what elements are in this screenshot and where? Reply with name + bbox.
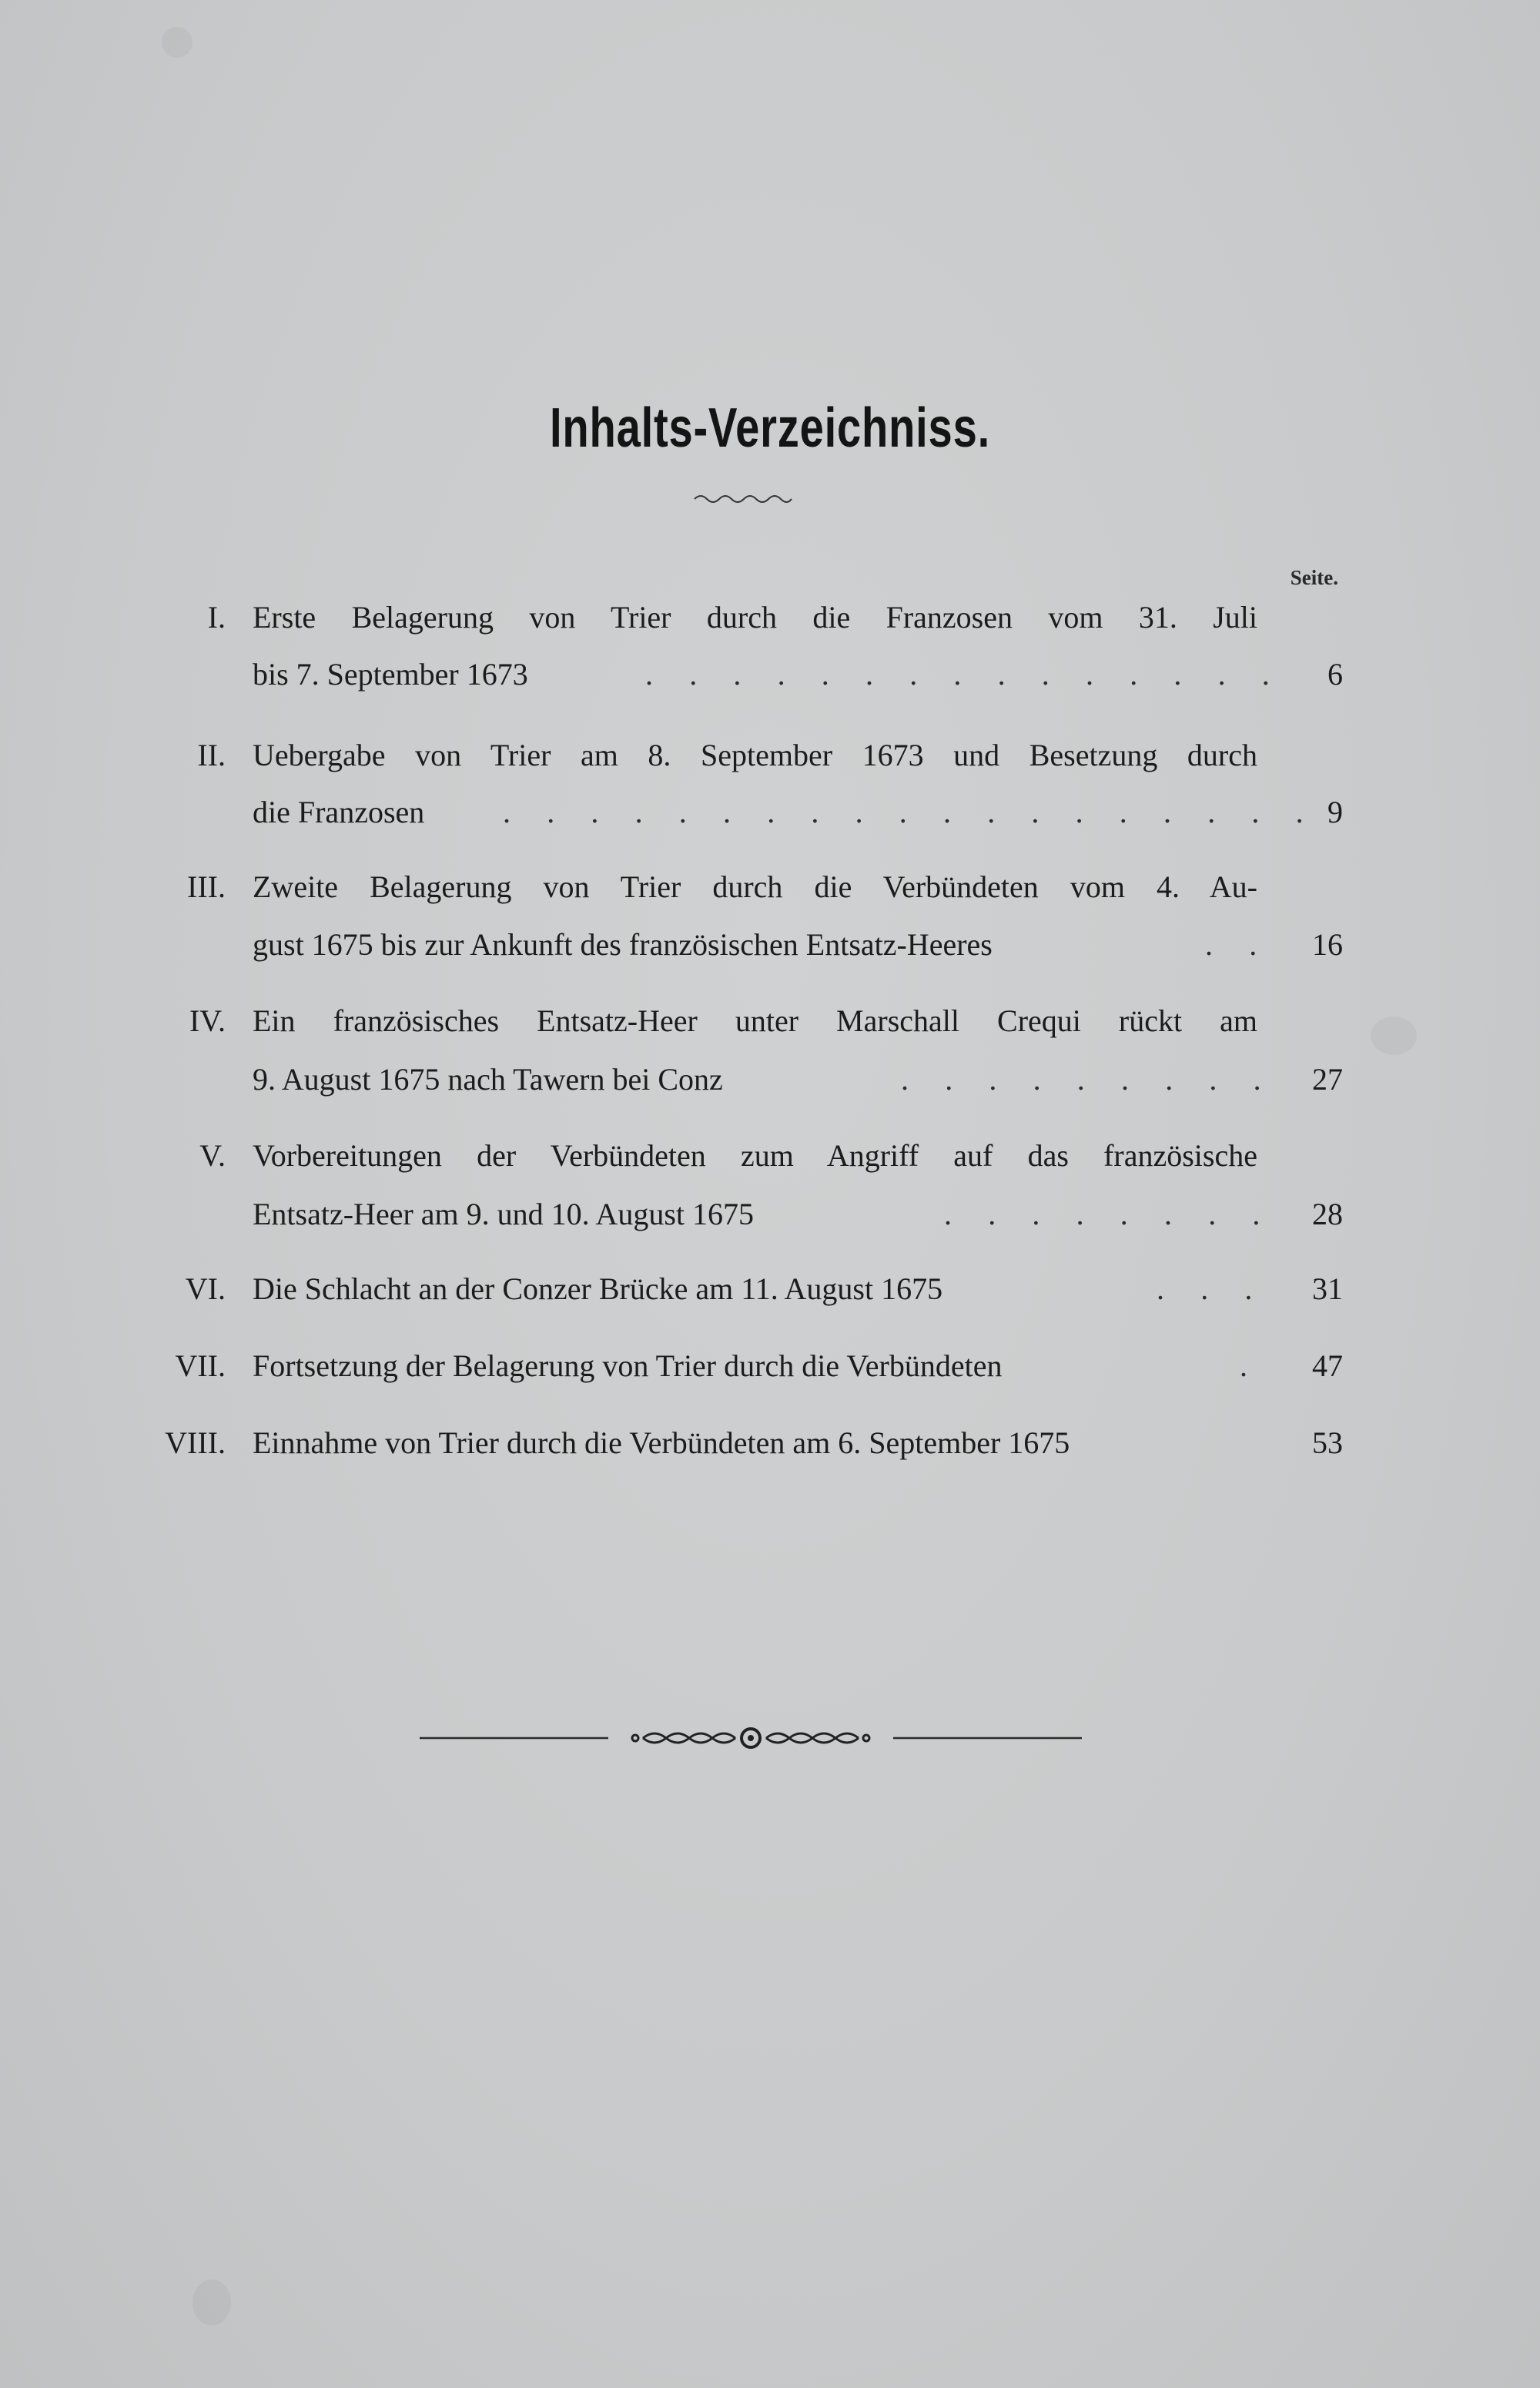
dot-leader: . — [1240, 1348, 1262, 1383]
chapter-title-line: Erste Belagerung von Trier durch die Franzosen vom 31. Juli — [253, 600, 1257, 635]
dot-leader: . . — [1205, 927, 1271, 962]
chapter-title-text: gust 1675 bis zur Ankunft des französischen Entsatz-Heeres — [253, 927, 993, 962]
chapter-title-text: Fortsetzung der Belagerung von Trier durch die Verbündeten — [253, 1348, 1003, 1383]
chapter-numeral: V. — [199, 1138, 226, 1173]
chapter-numeral: III. — [187, 869, 226, 904]
dot-leader: . . . . . . . . — [944, 1197, 1274, 1231]
chapter-title-line — [253, 1348, 1257, 1384]
chapter-title-line: Ein französisches Entsatz-Heer unter Marschall Crequi rückt am — [253, 1003, 1257, 1038]
chapter-numeral: VI. — [185, 1271, 226, 1306]
page-column-label: Seite. — [1290, 566, 1338, 589]
page-number: 9 — [1327, 795, 1343, 829]
dot-leader: . . . — [1157, 1271, 1267, 1306]
chapter-title-text: Einnahme von Trier durch die Verbündeten am 6. September 1675 — [253, 1425, 1070, 1460]
chapter-numeral: VIII. — [165, 1425, 226, 1460]
page-number: 27 — [1312, 1062, 1343, 1097]
chapter-title-text: bis 7. September 1673 — [253, 657, 528, 692]
chapter-title-line — [253, 1425, 1257, 1461]
chapter-title-line: Uebergabe von Trier am 8. September 1673 und Besetzung durch — [253, 738, 1257, 772]
page-number: 28 — [1312, 1197, 1343, 1231]
chapter-title-text: die Franzosen — [253, 795, 425, 829]
chapter-numeral: VII. — [175, 1348, 226, 1383]
page-number: 31 — [1312, 1271, 1343, 1306]
chapter-title-line — [253, 1271, 1257, 1307]
dot-leader: . . . . . . . . . . . . . . . — [645, 657, 1284, 692]
dot-leader: . . . . . . . . . — [901, 1062, 1276, 1097]
dot-leader: . . . . . . . . . . . . . . . . . . . — [503, 795, 1318, 829]
page-number: 53 — [1312, 1425, 1343, 1460]
chapter-title-text: Die Schlacht an der Conzer Brücke am 11. August 1675 — [253, 1271, 943, 1306]
chapter-numeral: II. — [197, 738, 226, 772]
page-number: 47 — [1312, 1348, 1343, 1383]
page-number: 16 — [1312, 927, 1343, 962]
chapter-title-line — [253, 926, 1257, 963]
chapter-numeral: IV. — [189, 1003, 226, 1038]
chapter-title-text: Entsatz-Heer am 9. und 10. August 1675 — [253, 1197, 754, 1231]
page-title: Inhalts-Verzeichniss. — [550, 397, 990, 459]
page-number: 6 — [1327, 657, 1343, 692]
footer-ornament — [420, 1725, 1082, 1751]
chapter-title-line: Zweite Belagerung von Trier durch die Verbündeten vom 4. Au- — [253, 869, 1257, 904]
chapter-numeral: I. — [207, 600, 226, 635]
chapter-title-text: 9. August 1675 nach Tawern bei Conz — [253, 1062, 723, 1097]
chapter-title-line: Vorbereitungen der Verbündeten zum Angriff auf das französische — [253, 1138, 1257, 1173]
